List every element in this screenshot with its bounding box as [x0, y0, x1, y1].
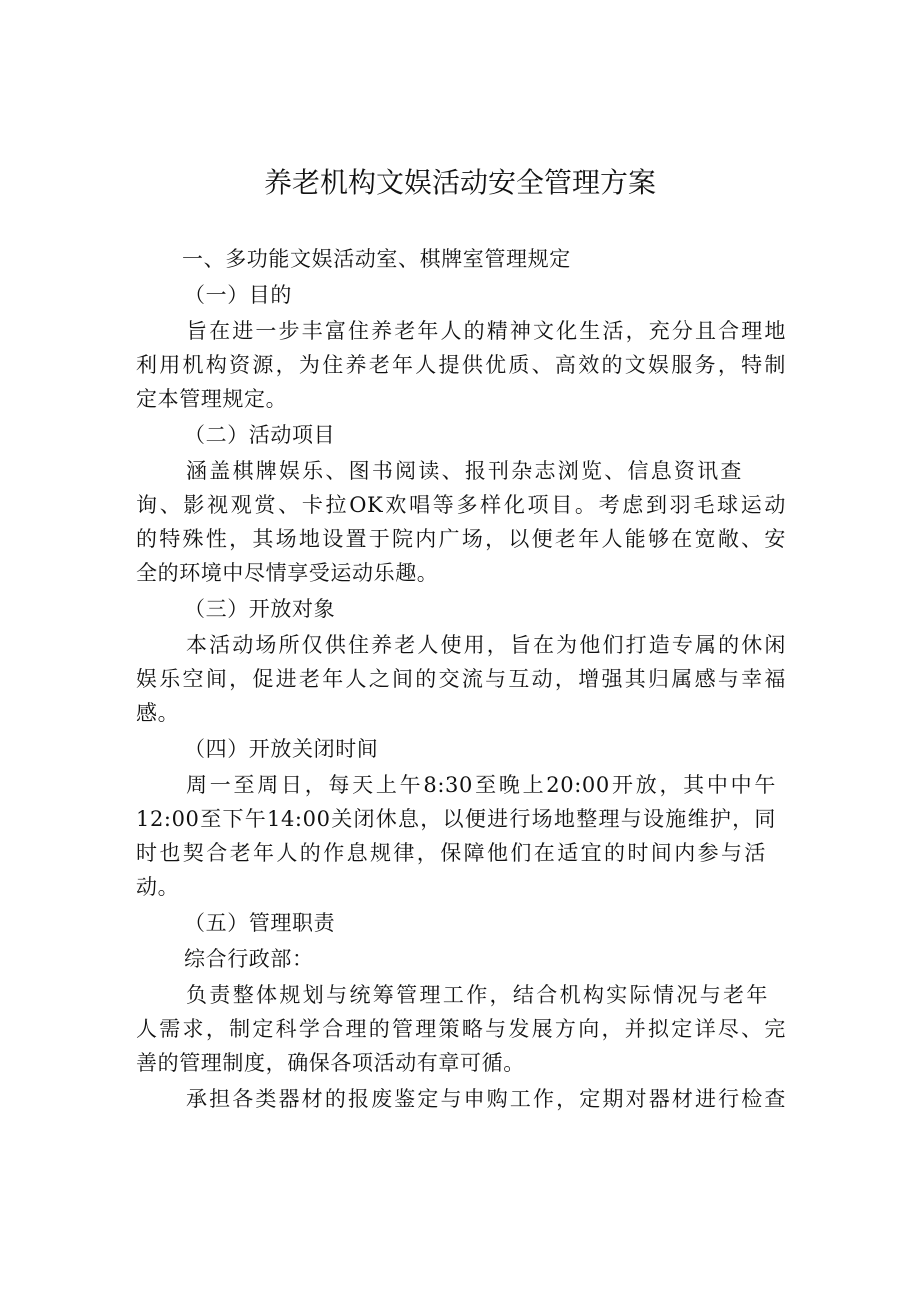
paragraph-line: 的特殊性，其场地设置于院内广场，以便老年人能够在宽敞、安 — [136, 527, 786, 551]
paragraph-line: 时也契合老年人的作息规律，保障他们在适宜的时间内参与活 — [136, 841, 766, 865]
subsection-heading-hours: （四）开放关闭时间 — [184, 737, 379, 761]
paragraph-line: 全的环境中尽情享受运动乐趣。 — [136, 561, 439, 585]
paragraph-line: 询、影视观赏、卡拉OK欢唱等多样化项目。考虑到羽毛球运动 — [136, 493, 786, 517]
subsection-heading-duties: （五）管理职责 — [184, 911, 336, 935]
paragraph-line: 感。 — [136, 701, 180, 725]
section-heading: 一、多功能文娱活动室、棋牌室管理规定 — [182, 247, 571, 271]
paragraph-line: 定本管理规定。 — [136, 387, 288, 411]
paragraph-line: 负责整体规划与统筹管理工作，结合机构实际情况与老年 — [186, 983, 768, 1007]
subsection-heading-purpose: （一）目的 — [184, 283, 292, 307]
paragraph-line: 本活动场所仅供住养老人使用，旨在为他们打造专属的休闲 — [186, 633, 786, 657]
subsection-heading-audience: （三）开放对象 — [184, 597, 336, 621]
subsection-heading-activities: （二）活动项目 — [184, 423, 336, 447]
document-title: 养老机构文娱活动安全管理方案 — [263, 166, 656, 199]
paragraph-line: 动。 — [136, 875, 180, 899]
paragraph-line: 善的管理制度，确保各项活动有章可循。 — [136, 1051, 525, 1075]
paragraph-line: 涵盖棋牌娱乐、图书阅读、报刊杂志浏览、信息资讯查 — [186, 459, 742, 483]
paragraph-line: 旨在进一步丰富住养老年人的精神文化生活，充分且合理地 — [186, 319, 786, 343]
paragraph-line: 周一至周日，每天上午8:30至晚上20:00开放，其中中午 — [186, 773, 776, 797]
paragraph-line: 承担各类器材的报废鉴定与申购工作，定期对器材进行检查 — [186, 1087, 786, 1111]
paragraph-line: 12:00至下午14:00关闭休息，以便进行场地整理与设施维护，同 — [136, 807, 776, 831]
paragraph-line: 娱乐空间，促进老年人之间的交流与互动，增强其归属感与幸福 — [136, 667, 786, 691]
department-label: 综合行政部： — [184, 947, 314, 971]
paragraph-line: 人需求，制定科学合理的管理策略与发展方向，并拟定详尽、完 — [136, 1017, 786, 1041]
paragraph-line: 利用机构资源，为住养老年人提供优质、高效的文娱服务，特制 — [136, 353, 786, 377]
